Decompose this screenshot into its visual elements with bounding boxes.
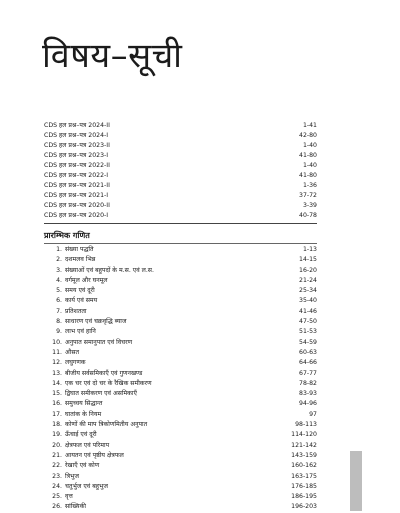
- chapter-row[interactable]: [44, 286, 317, 296]
- paper-label: CDS हल प्रश्न–पत्र 2021-II: [44, 182, 110, 189]
- chapter-title: चतुर्भुज एवं बहुभुज: [65, 482, 108, 490]
- chapter-pages: 51-53: [299, 328, 317, 336]
- chapter-pages: 97: [309, 410, 317, 418]
- chapter-title: संख्याओं एवं बहुपदों के म.स. एवं ल.स.: [65, 266, 154, 274]
- chapter-title: समय एवं दूरी: [65, 287, 95, 295]
- paper-row[interactable]: [44, 131, 317, 141]
- chapter-row[interactable]: [44, 255, 317, 265]
- chapter-row[interactable]: [44, 348, 317, 358]
- paper-label: CDS हल प्रश्न–पत्र 2021-I: [44, 192, 109, 199]
- chapter-pages: 98-113: [295, 421, 317, 429]
- chapter-number: 21.: [52, 451, 62, 459]
- paper-pages: 41-80: [299, 172, 317, 179]
- chapter-number: 22.: [52, 462, 62, 470]
- paper-label: CDS हल प्रश्न–पत्र 2022-II: [44, 162, 110, 169]
- chapter-title: ऊँचाई एवं दूरी: [65, 431, 97, 439]
- paper-pages: 1-36: [302, 182, 317, 189]
- chapter-pages: 121-142: [291, 441, 317, 449]
- chapter-row[interactable]: [44, 430, 317, 440]
- paper-label: CDS हल प्रश्न–पत्र 2020-II: [44, 202, 110, 209]
- paper-label: CDS हल प्रश्न–पत्र 2022-I: [44, 172, 109, 179]
- chapter-number: 3.: [56, 266, 62, 274]
- paper-label: CDS हल प्रश्न–पत्र 2024-II: [44, 122, 110, 129]
- paper-pages: 41-80: [299, 152, 317, 159]
- chapter-number: 14.: [52, 379, 62, 387]
- chapter-row[interactable]: [44, 492, 317, 502]
- chapter-row[interactable]: [44, 461, 317, 471]
- chapter-pages: 176-185: [291, 482, 317, 490]
- paper-label: CDS हल प्रश्न–पत्र 2020-I: [44, 212, 109, 219]
- chapter-number: 8.: [56, 318, 62, 326]
- chapter-title: वर्गमूल और घनमूल: [65, 276, 108, 284]
- chapter-row[interactable]: [44, 441, 317, 451]
- chapter-pages: 35-40: [299, 297, 317, 305]
- chapter-pages: 67-77: [299, 369, 317, 377]
- chapter-title: दशमलव भिन्न: [65, 256, 96, 264]
- paper-pages: 1-40: [302, 162, 317, 169]
- chapter-title: बीजीय सर्वसमिकाएँ एवं गुणनखण्ड: [65, 369, 143, 377]
- paper-row[interactable]: [44, 141, 317, 151]
- chapter-title: क्षेत्रफल एवं परिमाप: [65, 441, 110, 449]
- paper-row[interactable]: [44, 201, 317, 211]
- paper-pages: 1-41: [302, 122, 317, 129]
- chapter-pages: 83-93: [299, 390, 317, 398]
- paper-row[interactable]: [44, 151, 317, 161]
- chapter-number: 19.: [52, 431, 62, 439]
- chapter-number: 25.: [52, 493, 62, 501]
- chapter-title: घातांक के नियम: [65, 410, 102, 418]
- solved-papers-list: [44, 121, 317, 221]
- chapter-row[interactable]: [44, 389, 317, 399]
- chapter-number: 16.: [52, 400, 62, 408]
- chapter-row[interactable]: [44, 399, 317, 409]
- chapter-number: 17.: [52, 410, 62, 418]
- chapter-pages: 186-195: [291, 493, 317, 501]
- chapter-row[interactable]: [44, 502, 317, 512]
- paper-row[interactable]: [44, 191, 317, 201]
- paper-label: CDS हल प्रश्न–पत्र 2024-I: [44, 132, 109, 139]
- chapter-row[interactable]: [44, 296, 317, 306]
- chapter-row[interactable]: [44, 276, 317, 286]
- chapter-number: 9.: [56, 328, 62, 336]
- chapter-pages: 47-50: [299, 318, 317, 326]
- chapter-number: 4.: [56, 276, 62, 284]
- paper-pages: 3-39: [302, 202, 317, 209]
- paper-pages: 1-40: [302, 142, 317, 149]
- chapter-number: 10.: [52, 338, 62, 346]
- chapter-title: समुच्चय सिद्धान्त: [65, 400, 103, 408]
- chapter-number: 1.: [56, 246, 62, 253]
- chapter-title: लघुगणक: [65, 359, 86, 367]
- chapter-row[interactable]: [44, 379, 317, 389]
- chapter-pages: 163-175: [291, 472, 317, 480]
- section-underline: [44, 243, 317, 244]
- chapter-number: 11.: [52, 348, 62, 356]
- paper-pages: 40-78: [299, 212, 317, 219]
- paper-row[interactable]: [44, 161, 317, 171]
- chapter-number: 26.: [52, 503, 62, 511]
- chapter-row[interactable]: [44, 338, 317, 348]
- chapter-row[interactable]: [44, 482, 317, 492]
- chapter-title: कोणों की माप त्रिकोणमितीय अनुपात: [65, 421, 148, 429]
- chapter-number: 15.: [52, 390, 62, 398]
- chapter-title: साधारण एवं चक्रवृद्धि ब्याज: [65, 318, 127, 326]
- chapter-pages: 54-59: [299, 338, 317, 346]
- chapter-title: आयतन एवं पृष्ठीय क्षेत्रफल: [65, 451, 124, 459]
- chapter-row[interactable]: [44, 451, 317, 461]
- chapter-title: द्विघात समीकरण एवं असमिकाएँ: [65, 390, 137, 398]
- chapter-number: 5.: [56, 287, 62, 295]
- chapter-title: त्रिभुज: [65, 472, 79, 480]
- chapter-pages: 14-15: [299, 256, 317, 264]
- chapter-number: 20.: [52, 441, 62, 449]
- chapter-pages: 64-66: [299, 359, 317, 367]
- chapter-number: 13.: [52, 369, 62, 377]
- page-title: विषय–सूची: [42, 36, 183, 76]
- chapter-title: एक चर एवं दो चर के रैखिक समीकरण: [65, 379, 152, 387]
- chapter-title: संख्या पद्धति: [65, 246, 94, 253]
- chapter-pages: 94-96: [299, 400, 317, 408]
- chapter-pages: 25-34: [299, 287, 317, 295]
- chapter-row[interactable]: [44, 317, 317, 327]
- chapter-number: 18.: [52, 421, 62, 429]
- page-thumb-tab: [350, 451, 362, 511]
- chapter-row[interactable]: [44, 327, 317, 337]
- chapter-pages: 143-159: [291, 451, 317, 459]
- chapter-pages: 160-162: [291, 462, 317, 470]
- chapter-row[interactable]: [44, 472, 317, 482]
- chapter-number: 23.: [52, 472, 62, 480]
- chapter-pages: 21-24: [299, 276, 317, 284]
- chapter-number: 24.: [52, 482, 62, 490]
- section-divider: [44, 223, 317, 224]
- paper-label: CDS हल प्रश्न–पत्र 2023-I: [44, 152, 109, 159]
- chapter-pages: 16-20: [299, 266, 317, 274]
- chapter-row[interactable]: [44, 245, 317, 255]
- paper-row[interactable]: [44, 171, 317, 181]
- chapter-title: अनुपात समानुपात एवं विचरण: [65, 338, 133, 346]
- paper-row[interactable]: [44, 211, 317, 221]
- chapter-row[interactable]: [44, 420, 317, 430]
- paper-pages: 42-80: [299, 132, 317, 139]
- chapter-pages: 1-13: [302, 246, 317, 253]
- section-heading: प्रारम्भिक गणित: [44, 231, 90, 240]
- chapter-pages: 114-120: [291, 431, 317, 439]
- chapter-number: 12.: [52, 359, 62, 367]
- chapter-title: सांख्यिकी: [65, 503, 86, 511]
- chapter-list: [44, 245, 317, 513]
- chapter-pages: 78-82: [299, 379, 317, 387]
- chapter-row[interactable]: [44, 307, 317, 317]
- paper-row[interactable]: [44, 181, 317, 191]
- paper-pages: 37-72: [299, 192, 317, 199]
- chapter-pages: 60-63: [299, 348, 317, 356]
- chapter-number: 6.: [56, 297, 62, 305]
- chapter-pages: 196-203: [291, 503, 317, 511]
- chapter-title: औसत: [65, 348, 80, 356]
- chapter-row[interactable]: [44, 410, 317, 420]
- chapter-title: कार्य एवं समय: [65, 297, 98, 305]
- chapter-title: रेखाएँ एवं कोण: [65, 462, 100, 470]
- chapter-row[interactable]: [44, 266, 317, 276]
- chapter-number: 7.: [56, 307, 62, 315]
- chapter-number: 2.: [56, 256, 62, 264]
- chapter-title: वृत्त: [65, 493, 73, 501]
- chapter-pages: 41-46: [299, 307, 317, 315]
- chapter-row[interactable]: [44, 358, 317, 368]
- chapter-title: प्रतिशतता: [65, 307, 87, 315]
- chapter-title: लाभ एवं हानि: [65, 328, 96, 336]
- paper-label: CDS हल प्रश्न–पत्र 2023-II: [44, 142, 110, 149]
- paper-row[interactable]: [44, 121, 317, 131]
- chapter-row[interactable]: [44, 369, 317, 379]
